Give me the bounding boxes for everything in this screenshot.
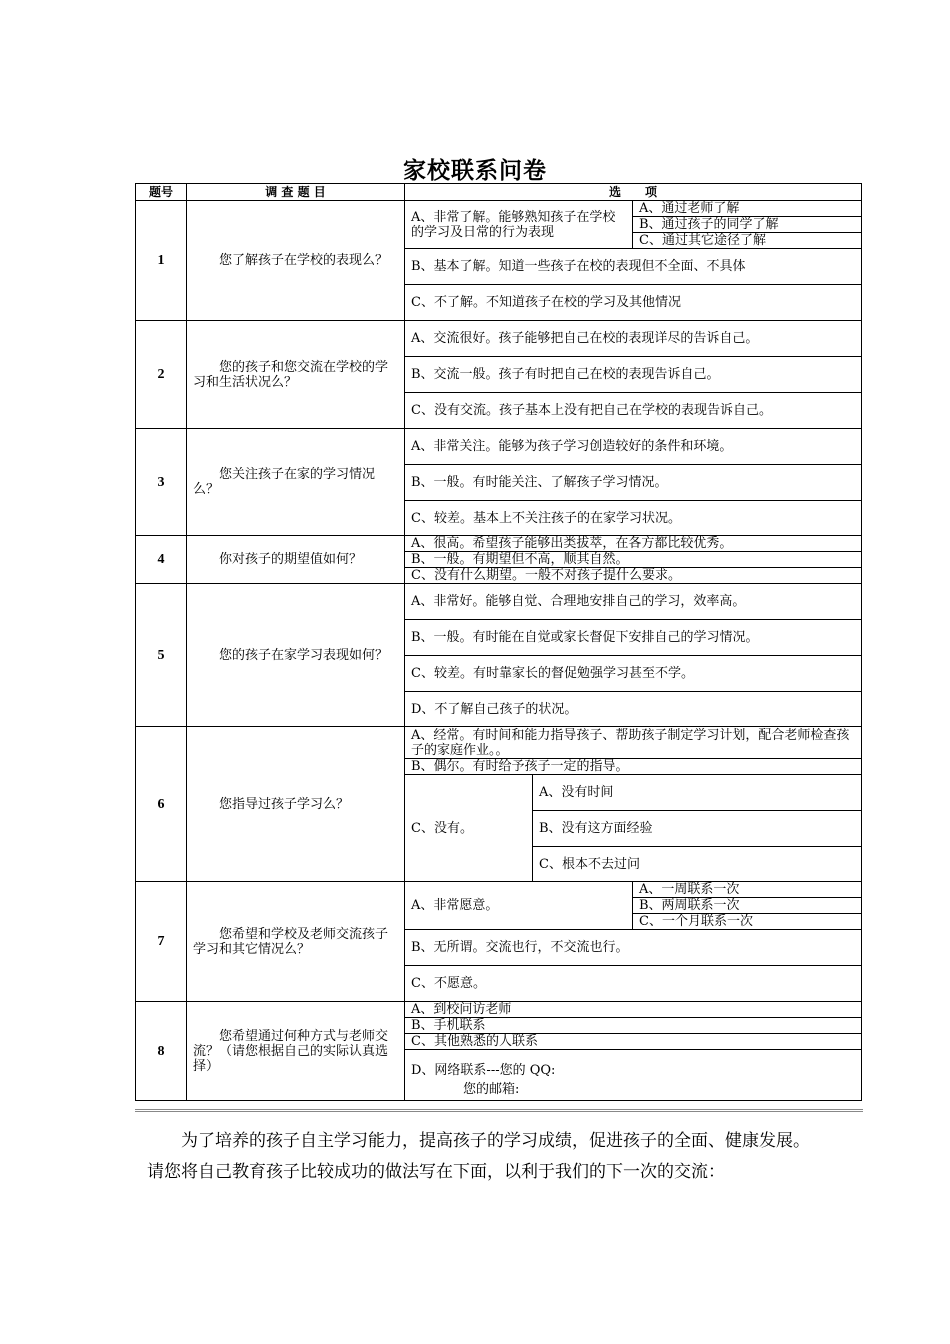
q1-a-sub-3: C、通过其它途径了解 xyxy=(633,233,862,249)
header-row xyxy=(136,184,862,201)
q8-option-a: A、到校问访老师 xyxy=(405,1002,862,1018)
q2-option-c: C、没有交流。孩子基本上没有把自己在学校的表现告诉自己。 xyxy=(405,393,862,429)
q6-c-sub-3: C、根本不去过问 xyxy=(533,847,862,882)
q1-question: 您了解孩子在学校的表现么？ xyxy=(187,201,405,321)
q3-option-b: B、一般。有时能关注、了解孩子学习情况。 xyxy=(405,465,862,501)
q6-option-b: B、偶尔。有时给予孩子一定的指导。 xyxy=(405,759,862,775)
q5-question: 您的孩子在家学习表现如何？ xyxy=(187,584,405,727)
q6-question: 您指导过孩子学习么？ xyxy=(187,727,405,882)
q3-num: 3 xyxy=(136,429,187,536)
header-num: 题号 xyxy=(136,184,187,201)
q4-num: 4 xyxy=(136,536,187,584)
q8-option-d xyxy=(405,1050,862,1101)
q7-question: 您希望和学校及老师交流孩子学习和其它情况么？ xyxy=(187,882,405,1002)
q1-num: 1 xyxy=(136,201,187,321)
q1-a-sub-1: A、通过老师了解 xyxy=(633,201,862,217)
header-options: 选 项 xyxy=(405,184,862,201)
q4-option-b: B、一般。有期望但不高，顺其自然。 xyxy=(405,552,862,568)
q5-option-c: C、较差。有时靠家长的督促勉强学习甚至不学。 xyxy=(405,656,862,692)
q6-num: 6 xyxy=(136,727,187,882)
q4-option-c: C、没有什么期望。一般不对孩子提什么要求。 xyxy=(405,568,862,584)
q6-c-sub-1: A、没有时间 xyxy=(533,775,862,811)
q1-option-b: B、基本了解。知道一些孩子在校的表现但不全面、不具体 xyxy=(405,249,862,285)
q8-option-b: B、手机联系 xyxy=(405,1018,862,1034)
q7-option-a: A、非常愿意。 xyxy=(405,882,633,930)
header-question: 调 查 题 目 xyxy=(187,184,405,201)
q2-option-a: A、交流很好。孩子能够把自己在校的表现详尽的告诉自己。 xyxy=(405,321,862,357)
table-bottom-rule xyxy=(135,1109,863,1118)
q3-question: 您关注孩子在家的学习情况么？ xyxy=(187,429,405,536)
q6-option-c: C、没有。 xyxy=(405,775,533,882)
q2-num: 2 xyxy=(136,321,187,429)
q4-question: 你对孩子的期望值如何？ xyxy=(187,536,405,584)
q8-num: 8 xyxy=(136,1002,187,1101)
footer-paragraph xyxy=(147,1126,817,1188)
q7-a-sub-3: C、一个月联系一次 xyxy=(633,914,862,930)
q5-num: 5 xyxy=(136,584,187,727)
q8-option-c: C、其他熟悉的人联系 xyxy=(405,1034,862,1050)
q2-option-b: B、交流一般。孩子有时把自己在校的表现告诉自己。 xyxy=(405,357,862,393)
footer-text: 为了培养的孩子自主学习能力，提高孩子的学习成绩，促进孩子的全面、健康发展。请您将自己教育孩子比较成功的做法写在下面，以利于我们的下一次的交流： xyxy=(147,1131,810,1182)
q6-c-sub-2: B、没有这方面经验 xyxy=(533,811,862,847)
q7-a-sub-2: B、两周联系一次 xyxy=(633,898,862,914)
q8-email-label: 您的邮箱: xyxy=(463,1082,520,1097)
q1-option-c: C、不了解。不知道孩子在校的学习及其他情况 xyxy=(405,285,862,321)
q7-num: 7 xyxy=(136,882,187,1002)
q5-option-a: A、非常好。能够自觉、合理地安排自己的学习，效率高。 xyxy=(405,584,862,620)
questionnaire-table xyxy=(135,183,862,1101)
q3-option-c: C、较差。基本上不关注孩子的在家学习状况。 xyxy=(405,501,862,536)
q8-qq-label: D、网络联系---您的 QQ: xyxy=(411,1063,556,1078)
page-title: 家校联系问卷 xyxy=(403,157,547,184)
q3-option-a: A、非常关注。能够为孩子学习创造较好的条件和环境。 xyxy=(405,429,862,465)
q7-a-sub-1: A、一周联系一次 xyxy=(633,882,862,898)
q1-option-a: A、非常了解。能够熟知孩子在学校的学习及日常的行为表现 xyxy=(405,201,633,249)
q5-option-b: B、一般。有时能在自觉或家长督促下安排自己的学习情况。 xyxy=(405,620,862,656)
q7-option-b: B、无所谓。交流也行，不交流也行。 xyxy=(405,930,862,966)
q2-question: 您的孩子和您交流在学校的学习和生活状况么？ xyxy=(187,321,405,429)
q8-question: 您希望通过何种方式与老师交流？（请您根据自己的实际认真选择） xyxy=(187,1002,405,1101)
q5-option-d: D、不了解自己孩子的状况。 xyxy=(405,692,862,727)
q6-option-a: A、经常。有时间和能力指导孩子、帮助孩子制定学习计划，配合老师检查孩子的家庭作业。。 xyxy=(405,727,862,759)
q1-a-sub-2: B、通过孩子的同学了解 xyxy=(633,217,862,233)
q7-option-c: C、不愿意。 xyxy=(405,966,862,1002)
q4-option-a: A、很高。希望孩子能够出类拔萃，在各方都比较优秀。 xyxy=(405,536,862,552)
